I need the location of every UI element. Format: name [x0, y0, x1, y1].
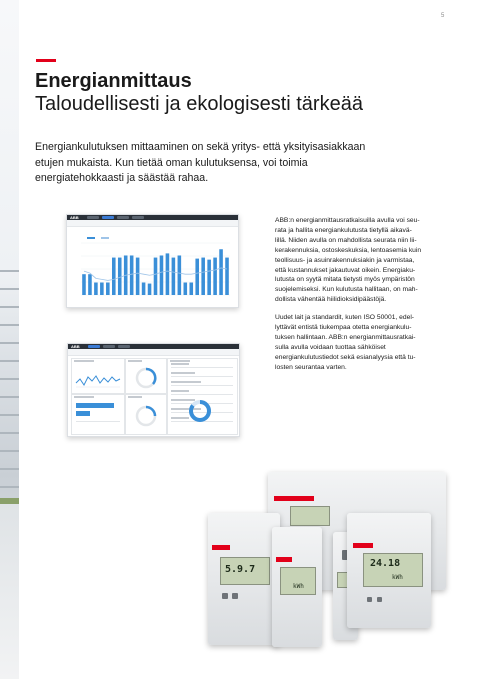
chart-bar — [166, 253, 170, 295]
meter-reading: 5.9.7 — [225, 564, 256, 575]
body-line: tuksen hallintaan. ABB:n energianmittausratkai- — [275, 333, 416, 341]
chart-bar — [142, 283, 146, 295]
chart-bar — [112, 258, 116, 295]
chart-bar — [160, 255, 164, 295]
table-row — [171, 385, 233, 386]
meter-button — [232, 593, 238, 599]
energy-dashboard-overview-screenshot — [67, 343, 240, 437]
legend-marker — [101, 237, 109, 239]
chart-bar — [100, 283, 104, 295]
table-cell — [171, 390, 189, 392]
ground-area — [0, 504, 19, 679]
intro-line: Energiankulutuksen mittaaminen on sekä yritys- että yksityisasiakkaan — [35, 141, 366, 153]
chart-bar — [213, 258, 217, 295]
building-floor-line — [0, 360, 19, 362]
body-paragraph-2 — [275, 313, 447, 372]
energy-meter-right — [347, 513, 431, 628]
building-floor-line — [0, 486, 19, 488]
chart-bar — [154, 258, 158, 295]
abb-logo: ABB — [71, 344, 80, 349]
chart-bar — [207, 260, 211, 295]
widget-table — [167, 358, 238, 435]
widget-hbar — [71, 394, 125, 435]
body-line: suojelemiseksi. Kun kulutusta hallitaan, on mah- — [275, 286, 418, 294]
chart-bar — [201, 258, 205, 295]
energy-meter-left — [208, 513, 280, 645]
chart-bar — [130, 255, 134, 295]
hbar-primary — [76, 403, 114, 408]
meter-brand-stripe — [276, 557, 292, 562]
building-floor-line — [0, 432, 19, 434]
chart-bar — [219, 249, 223, 295]
page-number: 5 — [441, 13, 445, 19]
consumption-bar-chart — [67, 215, 238, 307]
body-line: lillä. Niiden avulla on mahdollista seurata niin lii- — [275, 236, 417, 244]
energy-dashboard-chart-screenshot — [66, 214, 239, 308]
chart-bar — [94, 283, 98, 295]
intro-line: etujen mukaista. Kun tietää oman kulutuksensa, voi toimia — [35, 156, 308, 169]
building-floor-line — [0, 324, 19, 326]
building-floor-line — [0, 288, 19, 290]
building-floor-line — [0, 396, 19, 398]
chart-bar — [184, 283, 188, 295]
chart-bar — [136, 258, 140, 295]
meter-display — [363, 553, 423, 587]
widget-sparkline — [71, 358, 125, 394]
meter-button — [367, 597, 372, 602]
body-line: rata ja hallita energiankulutusta tietyllä aikavä- — [275, 226, 412, 234]
body-line: teollisuus- ja asuinrakennuksiakin ja varmistaa, — [275, 256, 415, 264]
body-line: sulla avulla voidaan tuottaa sähköiset — [275, 343, 386, 351]
body-line: Uudet lait ja standardit, kuten ISO 50001, edel- — [275, 314, 415, 321]
chart-bar — [172, 258, 176, 295]
chart-bar — [118, 258, 122, 295]
meter-display — [290, 506, 330, 526]
chart-bar — [106, 283, 110, 295]
widget-gauge — [125, 358, 167, 394]
building-floor-line — [0, 414, 19, 416]
table-row — [171, 394, 233, 395]
body-line: että kustannukset jakautuvat oikein. Energiaku- — [275, 266, 416, 274]
building-floor-line — [0, 306, 19, 308]
table-cell — [171, 417, 189, 419]
table-cell — [171, 372, 195, 374]
building-floor-line — [0, 342, 19, 344]
abb-logo: ABB — [70, 215, 79, 220]
table-cell — [171, 363, 189, 365]
dashboard-subbar — [68, 349, 239, 356]
meter-display — [280, 567, 316, 595]
energy-meter-middle — [272, 527, 322, 647]
meter-brand-stripe — [274, 496, 314, 501]
body-line: kerakennuksia, ostoskeskuksia, lentoasemia kuin — [275, 246, 422, 254]
intro-line: energiatehokkaasti ja säästää rahaa. — [35, 172, 209, 185]
gauge-chart — [126, 395, 166, 434]
meter-brand-stripe — [353, 543, 373, 548]
table-cell — [171, 381, 201, 383]
widget-header — [74, 396, 94, 398]
nav-tab — [103, 345, 115, 348]
chart-bar — [82, 274, 86, 295]
page-title: Energianmittaus — [35, 70, 192, 92]
meter-unit: kWh — [392, 574, 403, 581]
body-line: losten seurantaa varten. — [275, 363, 347, 371]
meter-display — [220, 557, 270, 585]
gauge-chart — [126, 359, 166, 393]
hbar-secondary — [76, 411, 90, 416]
meter-reading: 24.18 — [370, 558, 401, 569]
chart-bar — [225, 258, 229, 295]
chart-bar — [148, 284, 152, 295]
meter-unit: kWh — [293, 583, 304, 590]
widget-gauge-2 — [125, 394, 167, 435]
chart-bar — [178, 255, 182, 295]
intro-paragraph — [35, 140, 395, 187]
page-subtitle: Taloudellisesti ja ekologisesti tärkeää — [35, 93, 363, 115]
body-paragraph-1 — [275, 216, 447, 305]
body-line: dollista vähentää hiilidioksidipäästöjä. — [275, 296, 387, 304]
building-floor-line — [0, 270, 19, 272]
nav-tab — [118, 345, 130, 348]
building-floor-line — [0, 378, 19, 380]
building-floor-line — [0, 468, 19, 470]
chart-bar — [189, 283, 193, 295]
body-line: lutusta on syytä mitata tietysti myös ympäristön — [275, 276, 415, 284]
building-photo-strip — [0, 0, 19, 679]
nav-tab-active — [88, 345, 100, 348]
body-line: ABB:n energianmittausratkaisuilla avulla voi seu- — [275, 217, 420, 224]
body-line: lyttävät entistä tiukempaa otetta energiankulu- — [275, 323, 412, 331]
table-row — [171, 367, 233, 368]
meter-button — [222, 593, 228, 599]
accent-rule — [36, 59, 56, 62]
chart-bar — [195, 259, 199, 295]
meter-brand-stripe — [212, 545, 230, 550]
hbar-axis — [76, 421, 120, 422]
meter-button — [377, 597, 382, 602]
legend-marker — [87, 237, 95, 239]
body-line: energiankulutustiedot sekä esianalyysia että tu- — [275, 353, 416, 361]
donut-chart — [188, 399, 212, 423]
building-floor-line — [0, 450, 19, 452]
sparkline-chart — [72, 359, 124, 393]
table-row — [171, 376, 233, 377]
widget-header — [170, 360, 190, 362]
chart-bar — [88, 274, 92, 295]
